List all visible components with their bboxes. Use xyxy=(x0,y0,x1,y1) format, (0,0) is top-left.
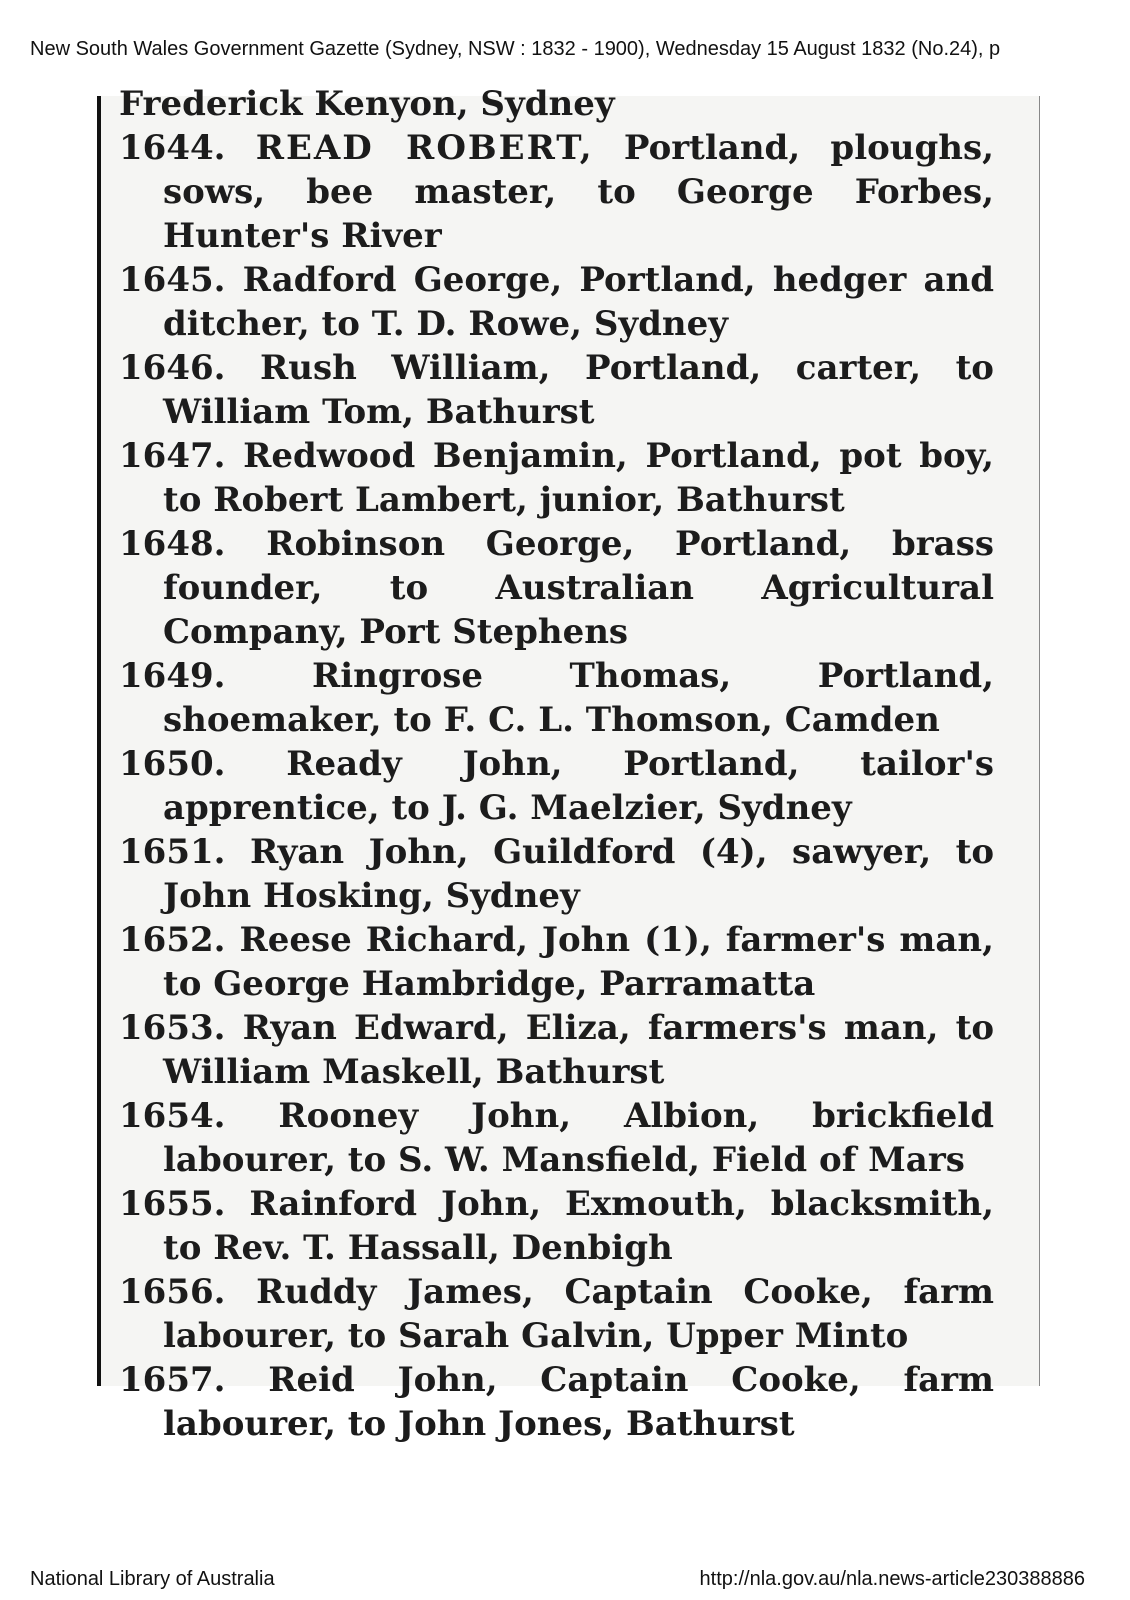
entry-text: Portland, shoemaker, to F. C. L. Thomson, Camden xyxy=(163,656,994,740)
list-item xyxy=(119,918,994,1006)
entry-number: 1657. xyxy=(119,1360,226,1400)
entry-number: 1651. xyxy=(119,832,226,872)
entry-name: Ruddy James, xyxy=(256,1272,534,1312)
cut-top-line-text: Frederick Kenyon, Sydney xyxy=(119,84,615,124)
entry-number: 1648. xyxy=(119,524,226,564)
entry-number: 1650. xyxy=(119,744,226,784)
entry-text: Captain Cooke, farm labourer, to John Jones, Bathurst xyxy=(163,1360,994,1444)
entry-text: Portland, carter, to William Tom, Bathurst xyxy=(163,348,994,432)
list-item xyxy=(119,126,994,258)
entry-name: Ryan Edward, xyxy=(242,1008,509,1048)
cut-top-line xyxy=(119,82,994,126)
entry-text: Portland, hedger and ditcher, to T. D. Rowe, Sydney xyxy=(163,260,994,344)
entry-number: 1646. xyxy=(119,348,226,388)
list-item xyxy=(119,1358,994,1446)
entry-name: Rush William, xyxy=(260,348,551,388)
entry-name: Ryan John, xyxy=(249,832,469,872)
entry-text: Albion, brickfield labourer, to S. W. Mansfield, Field of Mars xyxy=(163,1096,994,1180)
entry-name: Reese Richard, xyxy=(239,920,528,960)
entry-number: 1655. xyxy=(119,1184,226,1224)
entry-text: Portland, tailor's apprentice, to J. G. Maelzier, Sydney xyxy=(163,744,994,828)
entry-text: John (1), farmer's man, to George Hambridge, Parramatta xyxy=(163,920,994,1004)
list-item xyxy=(119,1006,994,1094)
entry-text: Guildford (4), sawyer, to John Hosking, Sydney xyxy=(163,832,995,916)
list-item xyxy=(119,654,994,742)
list-item xyxy=(119,258,994,346)
entry-number: 1645. xyxy=(119,260,226,300)
entry-number: 1654. xyxy=(119,1096,226,1136)
entry-number: 1647. xyxy=(119,436,226,476)
entry-number: 1652. xyxy=(119,920,226,960)
entry-text: Portland, ploughs, sows, bee master, to George Forbes, Hunter's River xyxy=(163,128,994,256)
entry-text: Portland, brass founder, to Australian Agricultural Company, Port Stephens xyxy=(163,524,994,652)
entry-number: 1656. xyxy=(119,1272,226,1312)
newspaper-clipping xyxy=(97,84,1040,1444)
entry-number: 1653. xyxy=(119,1008,226,1048)
entry-name: Ringrose Thomas, xyxy=(312,656,732,696)
entry-name: Rooney John, xyxy=(278,1096,572,1136)
entry-name: Robinson George, xyxy=(266,524,635,564)
entry-name: Ready John, xyxy=(286,744,563,784)
list-item xyxy=(119,1270,995,1358)
entry-number: 1649. xyxy=(119,656,226,696)
page-title: New South Wales Government Gazette (Sydney, NSW : 1832 - 1900), Wednesday 15 August 1832 (No.24), p xyxy=(30,38,1001,60)
list-item xyxy=(119,1182,994,1270)
entry-text: Exmouth, blacksmith, to Rev. T. Hassall, Denbigh xyxy=(163,1184,994,1268)
list-item xyxy=(119,1094,994,1182)
list-item xyxy=(119,434,995,522)
entry-text: Eliza, farmers's man, to William Maskell, Bathurst xyxy=(163,1008,994,1092)
entry-name: Radford George, xyxy=(242,260,563,300)
list-item xyxy=(119,742,994,830)
entry-name: Redwood Benjamin, xyxy=(243,436,628,476)
entry-text: Portland, pot boy, to Robert Lambert, junior, Bathurst xyxy=(163,436,995,520)
entry-list xyxy=(101,82,1039,1446)
footer-url: http://nla.gov.au/nla.news-article230388886 xyxy=(699,1568,1085,1590)
list-item xyxy=(119,830,995,918)
entry-name: READ ROBERT, xyxy=(255,128,594,168)
entry-name: Rainford John, xyxy=(249,1184,542,1224)
entry-text: Captain Cooke, farm labourer, to Sarah Galvin, Upper Minto xyxy=(163,1272,995,1356)
list-item xyxy=(119,346,994,434)
list-item xyxy=(119,522,994,654)
footer-source: National Library of Australia xyxy=(30,1568,275,1590)
entry-name: Reid John, xyxy=(268,1360,498,1400)
entry-number: 1644. xyxy=(119,128,226,168)
